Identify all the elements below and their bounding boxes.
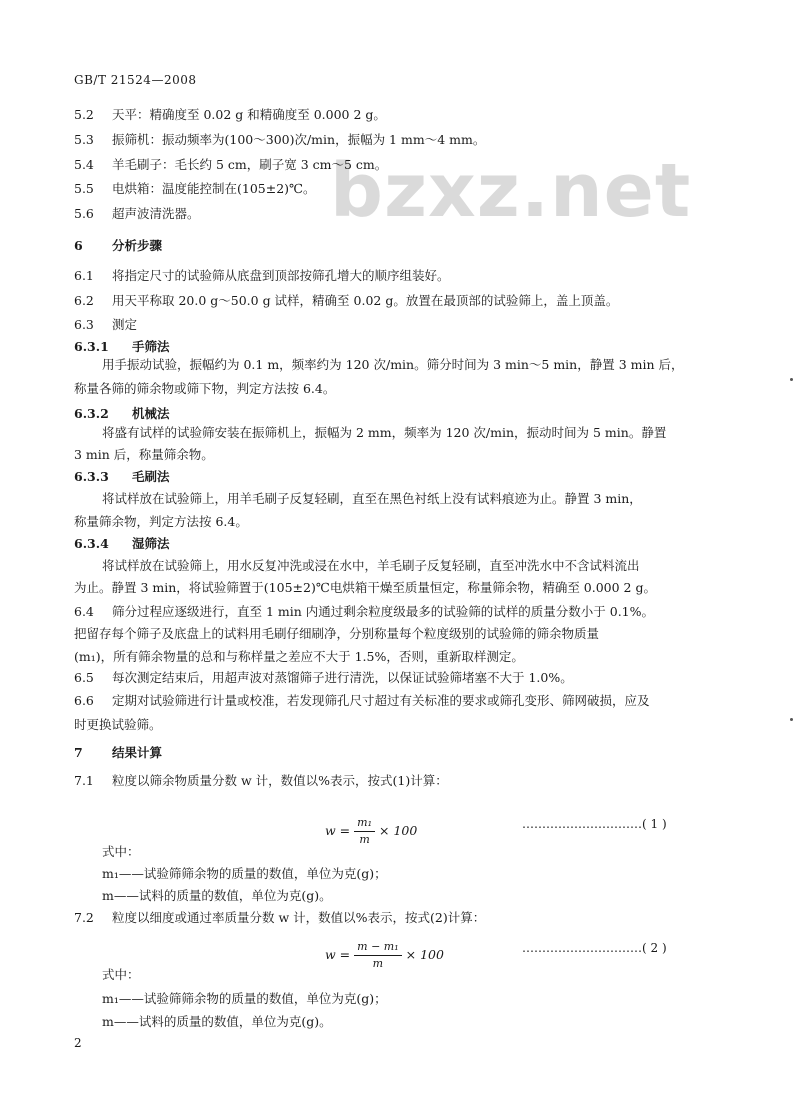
text-line	[102, 357, 684, 373]
text-line	[102, 844, 140, 860]
clause-number: 6.5	[74, 670, 94, 685]
clause-7	[74, 745, 162, 761]
equation-number	[522, 817, 667, 831]
clause-6-2	[74, 293, 618, 309]
clause-text: 定期对试验筛进行计量或校准，若发现筛孔尺寸超过有关标准的要求或筛孔变形、筛网破损，应及	[112, 693, 650, 708]
formula-2	[325, 939, 444, 972]
clause-text: 粒度以筛余物质量分数 w 计，数值以%表示，按式(1)计算：	[112, 773, 448, 788]
clause-6-6	[74, 693, 650, 709]
clause-text: 振筛机：振动频率为(100～300)次/min，振幅为 1 mm～4 mm。	[112, 132, 486, 147]
denominator: m	[372, 957, 384, 970]
clause-number: 6.1	[74, 268, 94, 283]
clause-text: 毛刷法	[132, 469, 170, 484]
clause-text: 湿筛法	[132, 536, 170, 551]
text-line	[102, 991, 387, 1007]
clause-number: 6.6	[74, 693, 94, 708]
clause-text: 粒度以细度或通过率质量分数 w 计，数值以%表示，按式(2)计算：	[112, 910, 486, 925]
clause-6-3-2	[74, 406, 170, 422]
equation-number	[522, 941, 667, 955]
equation-label: ( 1 )	[642, 817, 667, 831]
formula-lhs: w =	[325, 947, 351, 962]
page-number: 2	[74, 1036, 82, 1050]
clause-6-3-1	[74, 339, 170, 355]
clause-text: (m₁)，所有筛余物量的总和与称样量之差应不大于 1.5%，否则，重新取样测定。	[74, 649, 524, 664]
clause-text: 把留存每个筛子及底盘上的试料用毛刷仔细刷净，分别称量每个粒度级别的试验筛的筛余物质量	[74, 626, 600, 641]
clause-text: 3 min 后，称量筛余物。	[74, 447, 214, 462]
text-line	[74, 447, 214, 463]
text-line	[102, 967, 140, 983]
clause-text: 式中：	[102, 967, 140, 982]
text-line	[102, 558, 640, 574]
clause-number: 5.6	[74, 206, 94, 221]
text-line	[102, 425, 666, 441]
clause-text: m——试料的质量的数值，单位为克(g)。	[102, 888, 332, 903]
clause-text: 手筛法	[132, 339, 170, 354]
clause-text: m₁——试验筛筛余物的质量的数值，单位为克(g)；	[102, 991, 387, 1006]
clause-text: 时更换试验筛。	[74, 717, 162, 732]
clause-number: 7.1	[74, 773, 94, 788]
clause-text: 式中：	[102, 844, 140, 859]
clause-number: 6.3.2	[74, 406, 109, 421]
text-line	[74, 649, 524, 665]
leader-dots: …………………………	[522, 817, 642, 831]
text-line	[74, 580, 656, 596]
formula-1	[325, 815, 417, 848]
clause-text: 羊毛刷子：毛长约 5 cm，刷子宽 3 cm～5 cm。	[112, 157, 388, 172]
clause-text: 测定	[112, 317, 138, 332]
formula-lhs: w =	[325, 823, 351, 838]
clause-number: 5.3	[74, 132, 94, 147]
clause-text: 用天平称取 20.0 g～50.0 g 试样，精确至 0.02 g。放置在最顶部的试验筛上，盖上顶盖。	[112, 293, 619, 308]
clause-text: m₁——试验筛筛余物的质量的数值，单位为克(g)；	[102, 866, 387, 881]
clause-number: 6.3.3	[74, 469, 109, 484]
clause-6	[74, 238, 162, 254]
fraction	[354, 939, 401, 972]
clause-6-3	[74, 317, 137, 333]
clause-number: 6.3.1	[74, 339, 109, 354]
clause-text: 为止。静置 3 min，将试验筛置于(105±2)℃电烘箱干燥至质量恒定，称量筛余物，精确至 0.000 2 g。	[74, 580, 656, 595]
clause-text: 每次测定结束后，用超声波对蒸馏筛子进行清洗，以保证试验筛堵塞不大于 1.0%。	[112, 670, 573, 685]
formula-rhs: × 100	[405, 947, 444, 962]
watermark: bzxz.net	[330, 148, 692, 234]
clause-5-3	[74, 132, 485, 148]
numerator: m₁	[354, 815, 375, 832]
clause-number: 5.4	[74, 157, 94, 172]
clause-number: 6.3.4	[74, 536, 109, 551]
text-line	[74, 717, 162, 733]
clause-text: 将盛有试样的试验筛安装在振筛机上，振幅为 2 mm，频率为 120 次/min，振动时间为 5 min。静置	[102, 425, 667, 440]
clause-text: 分析步骤	[112, 238, 163, 253]
clause-5-5	[74, 181, 316, 197]
clause-text: 称量各筛的筛余物或筛下物，判定方法按 6.4。	[74, 381, 336, 396]
clause-text: 称量筛余物，判定方法按 6.4。	[74, 514, 248, 529]
clause-number: 6	[74, 238, 83, 253]
clause-text: 用手振动试验，振幅约为 0.1 m，频率约为 120 次/min。筛分时间为 3 min～5 min，静置 3 min 后，	[102, 357, 684, 372]
clause-7-1	[74, 773, 448, 789]
clause-6-1	[74, 268, 450, 284]
clause-number: 7	[74, 745, 83, 760]
clause-text: 结果计算	[112, 745, 163, 760]
text-line	[102, 888, 332, 904]
clause-text: 将试样放在试验筛上，用羊毛刷子反复轻刷，直至在黑色衬纸上没有试料痕迹为止。静置 3 min，	[102, 491, 642, 506]
clause-6-3-3	[74, 469, 170, 485]
clause-text: m——试料的质量的数值，单位为克(g)。	[102, 1014, 332, 1029]
clause-number: 7.2	[74, 910, 94, 925]
text-line	[74, 381, 335, 397]
clause-5-2	[74, 107, 386, 123]
clause-6-4	[74, 604, 654, 620]
clause-number: 5.2	[74, 107, 94, 122]
scan-mark	[790, 378, 793, 381]
clause-7-2	[74, 910, 485, 926]
clause-number: 5.5	[74, 181, 94, 196]
leader-dots: …………………………	[522, 941, 642, 955]
clause-6-3-4	[74, 536, 170, 552]
standard-code: GB/T 21524—2008	[74, 73, 197, 87]
clause-text: 将试样放在试验筛上，用水反复冲洗或浸在水中，羊毛刷子反复轻刷，直至冲洗水中不含试料流出	[102, 558, 640, 573]
text-line	[74, 514, 248, 530]
numerator: m − m₁	[354, 939, 401, 956]
text-line	[102, 491, 642, 507]
clause-number: 6.2	[74, 293, 94, 308]
formula-rhs: × 100	[379, 823, 418, 838]
clause-6-5	[74, 670, 573, 686]
clause-text: 天平：精确度至 0.02 g 和精确度至 0.000 2 g。	[112, 107, 386, 122]
clause-text: 将指定尺寸的试验筛从底盘到顶部按筛孔增大的顺序组装好。	[112, 268, 450, 283]
scan-mark	[790, 718, 793, 721]
clause-text: 筛分过程应逐级进行，直至 1 min 内通过剩余粒度级最多的试验筛的试样的质量分数小于 0.1%。	[112, 604, 655, 619]
text-line	[102, 1014, 332, 1030]
clause-text: 超声波清洗器。	[112, 206, 200, 221]
fraction	[354, 815, 375, 848]
clause-number: 6.3	[74, 317, 94, 332]
text-line	[102, 866, 387, 882]
clause-text: 机械法	[132, 406, 170, 421]
equation-label: ( 2 )	[642, 941, 667, 955]
clause-number: 6.4	[74, 604, 94, 619]
clause-5-4	[74, 157, 387, 173]
clause-5-6	[74, 206, 200, 222]
denominator: m	[359, 833, 370, 846]
clause-text: 电烘箱：温度能控制在(105±2)℃。	[112, 181, 316, 196]
text-line	[74, 626, 599, 642]
